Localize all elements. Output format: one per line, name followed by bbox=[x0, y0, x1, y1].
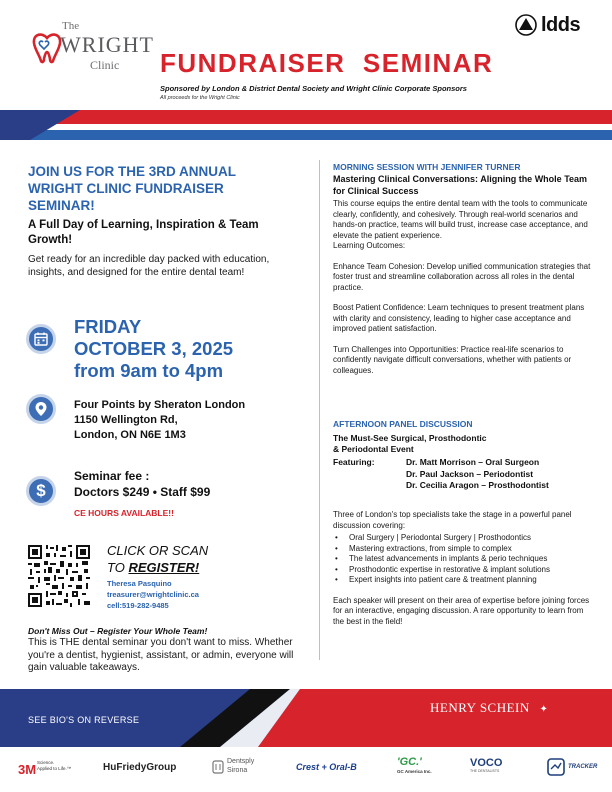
morning-session-title: Mastering Clinical Conversations: Aligning the Whole Team for Clinical Success bbox=[333, 174, 588, 196]
sponsor-tracker-logo: TRACKER bbox=[568, 764, 598, 770]
tooth-heart-icon bbox=[30, 30, 64, 64]
learning-outcomes-label: Learning Outcomes: bbox=[333, 241, 406, 250]
calendar-icon bbox=[26, 324, 56, 354]
panel-topics bbox=[333, 533, 593, 586]
outcome-team-cohesion: Enhance Team Cohesion: Develop unified communication strategies that foster trust and streamline collaboration across all roles in the dental practice. bbox=[333, 261, 591, 292]
contact-info bbox=[107, 578, 257, 611]
speaker-item: Dr. Matt Morrison – Oral Surgeon bbox=[406, 457, 540, 467]
sponsor-gc-logo: 'GC.' bbox=[397, 756, 422, 768]
register-call-to-action[interactable] bbox=[107, 542, 257, 576]
dentsply-line1: Dentsply bbox=[227, 758, 255, 765]
date-time: from 9am to 4pm bbox=[74, 360, 224, 381]
morning-session-body bbox=[333, 199, 593, 386]
speaker-item: Dr. Paul Jackson – Periodontist bbox=[406, 468, 534, 479]
henry-schein-wordmark: HENRY SCHEIN bbox=[430, 700, 530, 715]
ldds-emblem-icon bbox=[515, 14, 537, 36]
topic-item: • Prosthodontic expertise in restorative & implant solutions bbox=[333, 565, 593, 576]
seminar-fee bbox=[74, 468, 304, 500]
location-pin-icon bbox=[26, 394, 56, 424]
wright-clinic-logo bbox=[28, 20, 154, 78]
tagline-line2: Applied to Life.™ bbox=[37, 765, 72, 771]
sponsor-3m-tagline bbox=[37, 760, 71, 771]
tagline-line1: Science. bbox=[37, 760, 55, 765]
afternoon-panel-body bbox=[333, 510, 593, 627]
dollar-icon: $ bbox=[26, 476, 56, 506]
featuring-speakers bbox=[333, 457, 593, 497]
afternoon-title-line1: The Must-See Surgical, Prosthodontic bbox=[333, 433, 487, 443]
register-line1: CLICK OR SCAN bbox=[107, 543, 209, 558]
sponsor-crest-oralb-logo: Crest + Oral-B bbox=[296, 762, 357, 772]
dont-miss-heading: Don't Miss Out – Register Your Whole Team! bbox=[28, 626, 208, 636]
speaker-list bbox=[406, 457, 549, 492]
ldds-wordmark: ldds bbox=[541, 14, 581, 36]
ce-hours-badge: CE HOURS AVAILABLE!! bbox=[74, 508, 174, 518]
date-day: FRIDAY bbox=[74, 316, 142, 337]
speaker-item: Dr. Cecilia Aragon – Prosthodontist bbox=[406, 480, 549, 490]
page-title: FUNDRAISER SEMINAR bbox=[160, 48, 494, 78]
sponsor-gc-tagline: GC America Inc. bbox=[397, 769, 432, 774]
featuring-label: Featuring: bbox=[333, 457, 375, 467]
dentsply-icon bbox=[212, 760, 224, 774]
contact-cell[interactable]: cell:519-282-9485 bbox=[107, 601, 169, 610]
register-to: TO bbox=[107, 560, 125, 575]
logo-clinic: Clinic bbox=[90, 58, 120, 72]
sponsor-hufriedy-logo: HuFriedyGroup bbox=[103, 762, 177, 773]
venue-city: London, ON N6E 1M3 bbox=[74, 429, 186, 441]
logo-wright: WRIGHT bbox=[60, 32, 154, 57]
ldds-logo bbox=[515, 14, 595, 38]
see-bios-note: SEE BIO'S ON REVERSE bbox=[28, 715, 140, 725]
morning-session-heading: MORNING SESSION WITH JENNIFER TURNER bbox=[333, 162, 521, 172]
topic-item: • Mastering extractions, from simple to complex bbox=[333, 544, 593, 555]
topic-item: • Expert insights into patient care & treatment planning bbox=[333, 575, 593, 586]
fee-prices: Doctors $249 • Staff $99 bbox=[74, 485, 211, 499]
register-line2 bbox=[107, 559, 257, 576]
column-divider bbox=[319, 160, 320, 660]
dentsply-line2: Sirona bbox=[227, 766, 248, 774]
sponsor-dentsply-logo bbox=[227, 758, 254, 775]
afternoon-panel-heading: AFTERNOON PANEL DISCUSSION bbox=[333, 419, 473, 429]
morning-intro: This course equips the entire dental team with the tools to communicate clearly, confidently, and cohesively. Through real-world scenarios and hands-on practice, teams will build trust, increase case acceptance, and elevate the patient experience. bbox=[333, 199, 588, 240]
henry-schein-logo bbox=[430, 700, 548, 716]
afternoon-panel-title bbox=[333, 433, 593, 455]
afternoon-title-line2: & Periodontal Event bbox=[333, 444, 414, 454]
event-date bbox=[74, 316, 294, 382]
proceeds-line: All proceeds for the Wright Clinic bbox=[160, 95, 240, 101]
sponsor-voco-logo: VOCO bbox=[470, 757, 503, 769]
venue-street: 1150 Wellington Rd, bbox=[74, 414, 178, 426]
maple-leaf-icon: ✦ bbox=[539, 704, 549, 715]
contact-email[interactable]: treasurer@wrightclinic.ca bbox=[107, 590, 199, 599]
panel-closing: Each speaker will present on their area of expertise before joining forces for an interactive, engaging discussion. A rare opportunity to learn from the best in the field! bbox=[333, 595, 590, 626]
topic-item: • The latest advancements in implants & perio techniques bbox=[333, 554, 593, 565]
topic-item: • Oral Surgery | Periodontal Surgery | Prosthodontics bbox=[333, 533, 593, 544]
sponsor-line: Sponsored by London & District Dental Society and Wright Clinic Corporate Sponsors bbox=[160, 84, 467, 93]
outcome-patient-confidence: Boost Patient Confidence: Learn techniques to present treatment plans with clarity and consistency, leading to higher case acceptance and improved patient satisfaction. bbox=[333, 303, 585, 333]
venue-address bbox=[74, 398, 294, 443]
outcome-challenges: Turn Challenges into Opportunities: Practice real-life scenarios to confidently navigate difficult conversations, whether with patients or colleagues. bbox=[333, 344, 572, 375]
fee-label: Seminar fee : bbox=[74, 469, 150, 483]
sponsor-3m-logo: 3M bbox=[18, 762, 37, 777]
contact-name: Theresa Pasquino bbox=[107, 579, 172, 588]
register-link[interactable]: REGISTER! bbox=[128, 560, 200, 575]
sponsor-voco-tagline: THE DENTALISTS bbox=[470, 769, 500, 773]
dont-miss-body: This is THE dental seminar you don't want to miss. Whether you're a dentist, hygienist, assistant, or admin, everyone will gain valuable takeaways. bbox=[28, 637, 294, 673]
panel-intro: Three of London's top specialists take the stage in a powerful panel discussion covering: bbox=[333, 510, 572, 530]
register-qr-code[interactable] bbox=[26, 543, 92, 609]
venue-name: Four Points by Sheraton London bbox=[74, 399, 246, 411]
full-day-subtitle: A Full Day of Learning, Inspiration & Team Growth! bbox=[28, 219, 259, 246]
join-heading: JOIN US FOR THE 3RD ANNUAL WRIGHT CLINIC FUNDRAISER SEMINAR! bbox=[28, 164, 236, 213]
intro-text: Get ready for an incredible day packed with education, insights, and designed for the entire dental team! bbox=[28, 254, 270, 278]
header-stripe bbox=[0, 106, 612, 146]
date-full: OCTOBER 3, 2025 bbox=[74, 338, 234, 359]
logo-the: The bbox=[62, 20, 80, 32]
tracker-icon bbox=[546, 757, 566, 777]
